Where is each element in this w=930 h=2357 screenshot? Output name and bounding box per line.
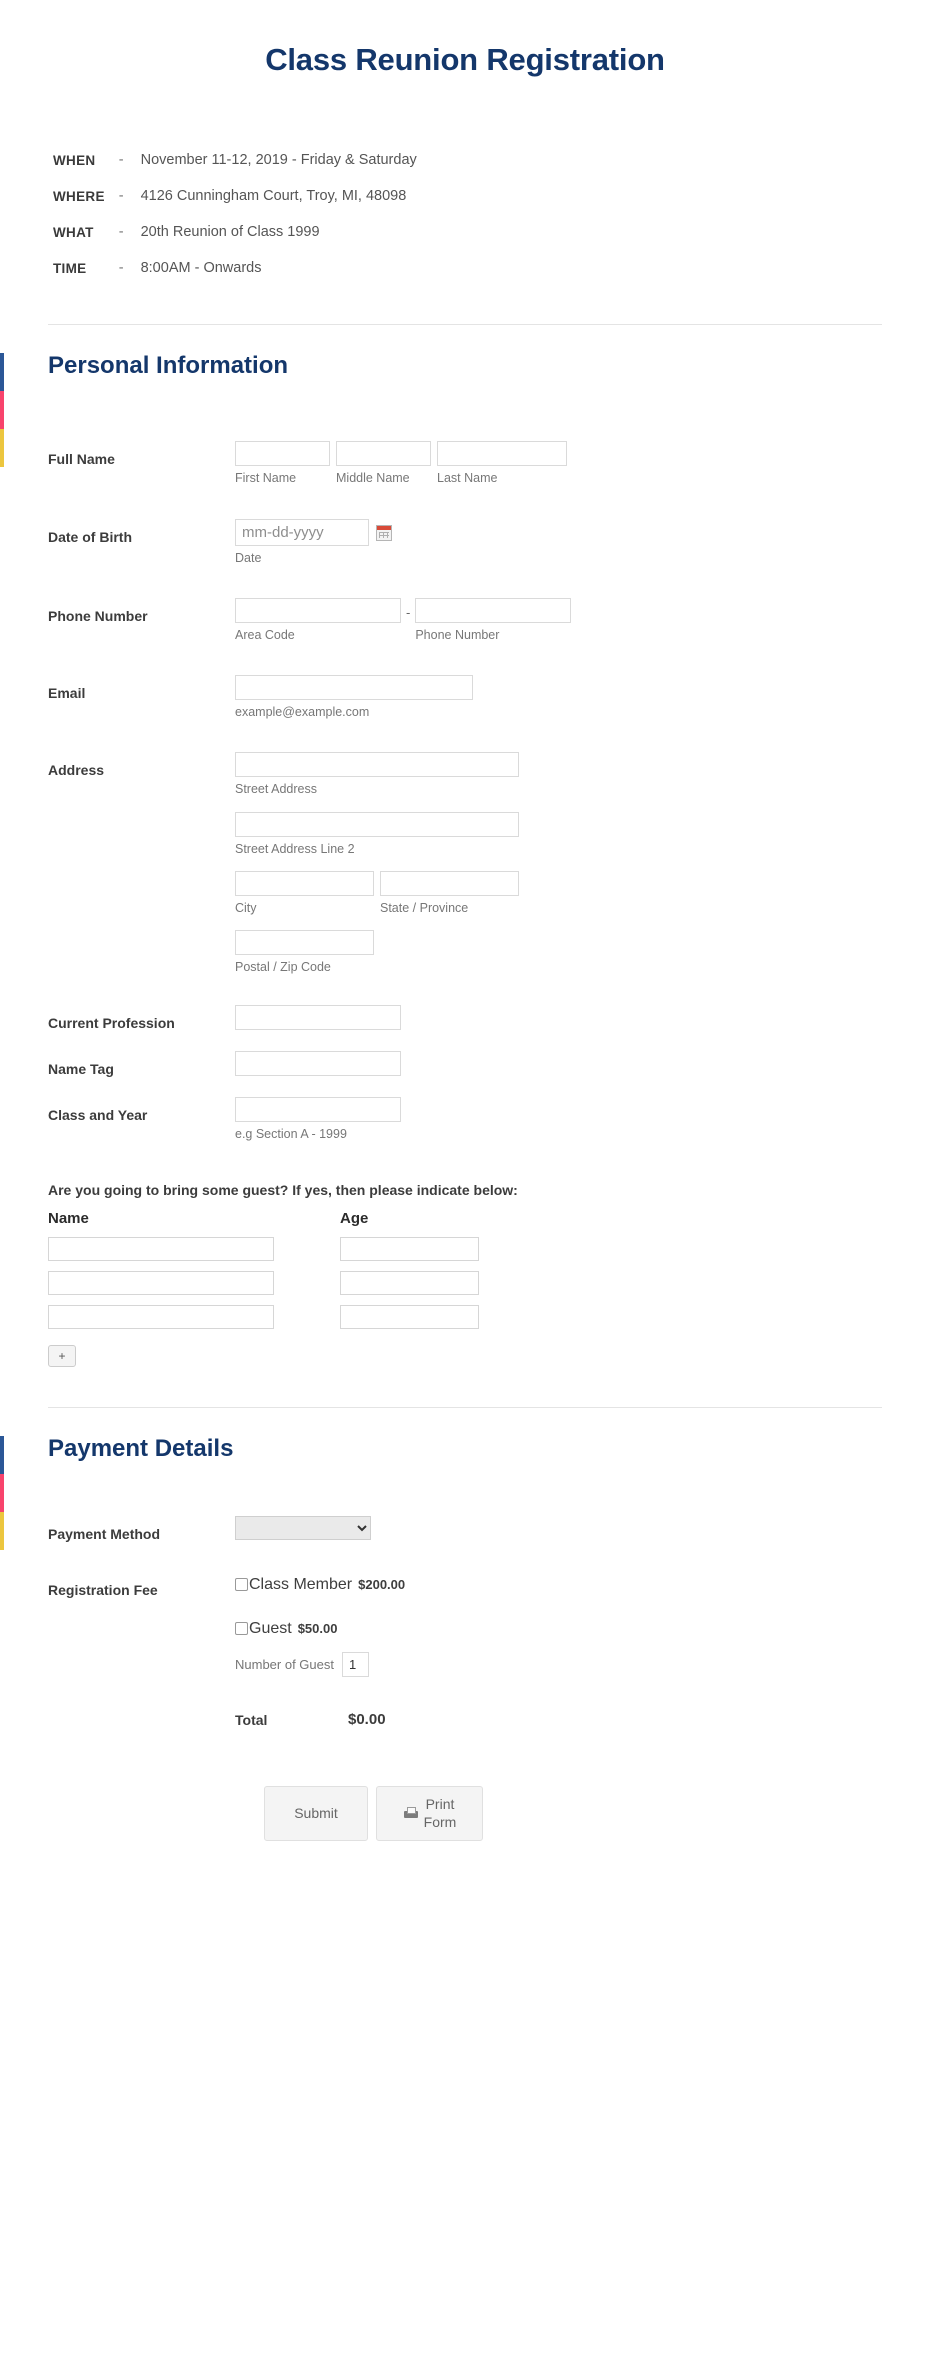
accent-bar-yellow — [0, 1512, 4, 1550]
total-row — [235, 1711, 882, 1728]
last-name-input[interactable] — [437, 441, 567, 466]
address-city-state-row — [235, 871, 882, 916]
guest-table-row — [48, 1271, 882, 1295]
guest-checkbox[interactable] — [235, 1622, 248, 1635]
section-accent-bars-payment — [0, 1436, 4, 1550]
field-row-date-of-birth — [48, 519, 882, 566]
sub-label-date: Date — [235, 550, 262, 565]
guest-name-cell — [48, 1271, 340, 1295]
current-profession-input[interactable] — [235, 1005, 401, 1030]
middle-name-input[interactable] — [336, 441, 431, 466]
event-info-row-time — [52, 250, 418, 286]
section-header-personal — [0, 351, 930, 381]
print-form-button[interactable] — [376, 1786, 483, 1841]
guest-age-cell — [340, 1271, 520, 1295]
guest-age-input[interactable] — [340, 1237, 479, 1261]
address-state-group — [380, 871, 519, 916]
fee-price-guest: $50.00 — [297, 1621, 338, 1637]
field-row-name-tag — [48, 1051, 882, 1079]
control-payment-method — [235, 1516, 882, 1540]
control-date-of-birth — [235, 519, 882, 566]
label-payment-method: Payment Method — [48, 1526, 161, 1543]
calendar-icon[interactable] — [376, 525, 392, 541]
address-street-group — [235, 752, 882, 797]
sub-label-first-name: First Name — [235, 471, 297, 486]
section-title-personal: Personal Information — [48, 352, 289, 380]
full-name-middle-group — [336, 441, 431, 486]
field-row-registration-fee — [48, 1572, 882, 1728]
full-name-first-group — [235, 441, 330, 486]
section-title-payment: Payment Details — [48, 1435, 234, 1463]
printer-icon — [403, 1807, 419, 1821]
event-info-label-what: WHAT — [53, 224, 94, 240]
payment-fields — [0, 1516, 930, 1841]
guest-table — [0, 1210, 930, 1329]
class-member-checkbox[interactable] — [235, 1578, 248, 1591]
control-class-and-year — [235, 1097, 882, 1142]
field-row-class-and-year — [48, 1097, 882, 1142]
label-number-of-guest: Number of Guest — [235, 1657, 334, 1673]
guest-column-header-age: Age — [340, 1210, 369, 1228]
event-info-value-where: 4126 Cunningham Court, Troy, MI, 48098 — [140, 188, 407, 205]
fee-item-guest — [235, 1620, 882, 1638]
guest-age-cell — [340, 1305, 520, 1329]
label-date-of-birth: Date of Birth — [48, 528, 132, 545]
class-and-year-input[interactable] — [235, 1097, 401, 1122]
personal-fields — [0, 441, 930, 1142]
city-input[interactable] — [235, 871, 374, 896]
sub-label-phone-number: Phone Number — [415, 627, 500, 642]
event-info-value-time: 8:00AM - Onwards — [140, 260, 262, 277]
phone-separator: - — [406, 604, 411, 620]
phone-number-group — [415, 598, 571, 643]
address-postal-group — [235, 930, 882, 975]
control-name-tag — [235, 1051, 882, 1076]
street-address-input[interactable] — [235, 752, 519, 777]
event-info-block — [52, 142, 418, 286]
page-title: Class Reunion Registration — [265, 42, 665, 77]
phone-area-group — [235, 598, 401, 643]
sub-label-city: City — [235, 900, 257, 915]
date-of-birth-input[interactable] — [235, 519, 369, 546]
event-info-row-what — [52, 214, 418, 250]
sub-label-street-address: Street Address — [235, 782, 317, 797]
guest-column-header-name: Name — [48, 1210, 89, 1228]
accent-bar-pink — [0, 391, 4, 429]
accent-bar-pink — [0, 1474, 4, 1512]
control-phone-number — [235, 598, 882, 643]
control-current-profession — [235, 1005, 882, 1030]
event-info-value-what: 20th Reunion of Class 1999 — [140, 224, 320, 241]
event-info-dash-what: - — [118, 224, 124, 241]
guest-table-row — [48, 1237, 882, 1261]
section-accent-bars-personal — [0, 353, 4, 467]
field-row-payment-method — [48, 1516, 882, 1544]
print-form-label-line1: Print — [425, 1796, 455, 1813]
guest-count-row — [235, 1652, 882, 1677]
label-address: Address — [48, 762, 105, 779]
submit-button[interactable]: Submit — [264, 1786, 368, 1841]
label-phone-number: Phone Number — [48, 607, 148, 624]
street-address-line-2-input[interactable] — [235, 812, 519, 837]
sub-label-street-address-line-2: Street Address Line 2 — [235, 841, 355, 856]
print-form-label — [424, 1796, 457, 1831]
name-tag-input[interactable] — [235, 1051, 401, 1076]
sub-label-class-and-year: e.g Section A - 1999 — [235, 1127, 347, 1142]
label-total: Total — [235, 1711, 268, 1728]
guest-section-intro: Are you going to bring some guest? If yes, then please indicate below: — [48, 1182, 518, 1199]
sub-label-postal-zip-code: Postal / Zip Code — [235, 960, 331, 975]
guest-name-input[interactable] — [48, 1305, 274, 1329]
guest-table-header — [48, 1210, 882, 1227]
field-row-current-profession — [48, 1005, 882, 1033]
area-code-input[interactable] — [235, 598, 401, 623]
sub-label-state-province: State / Province — [380, 900, 469, 915]
accent-bar-blue — [0, 1436, 4, 1474]
phone-number-input[interactable] — [415, 598, 571, 623]
add-guest-row-button[interactable]: + — [48, 1345, 76, 1367]
print-form-label-line2: Form — [423, 1813, 457, 1830]
sub-label-area-code: Area Code — [235, 627, 295, 642]
address-street2-group — [235, 812, 882, 857]
event-info-label-when: WHEN — [53, 152, 96, 168]
event-info-dash-when: - — [118, 152, 124, 169]
event-info-row-when — [52, 142, 418, 178]
control-address — [235, 752, 882, 975]
accent-bar-yellow — [0, 429, 4, 467]
fee-label-guest: Guest — [249, 1620, 292, 1638]
form-actions — [48, 1786, 882, 1841]
guest-name-cell — [48, 1305, 340, 1329]
fee-label-class-member: Class Member — [249, 1576, 353, 1594]
field-row-email — [48, 675, 882, 720]
control-email — [235, 675, 882, 720]
field-row-address — [48, 752, 882, 975]
event-info-dash-time: - — [118, 260, 124, 277]
value-total: $0.00 — [348, 1711, 386, 1729]
section-divider-personal — [48, 324, 882, 325]
sub-label-last-name: Last Name — [437, 471, 498, 486]
section-divider-payment — [48, 1407, 882, 1408]
guest-table-row — [48, 1305, 882, 1329]
section-header-payment — [0, 1434, 930, 1464]
guest-name-cell — [48, 1237, 340, 1261]
label-class-and-year: Class and Year — [48, 1107, 148, 1124]
label-email: Email — [48, 685, 86, 702]
control-full-name — [235, 441, 882, 486]
first-name-input[interactable] — [235, 441, 330, 466]
guest-name-input[interactable] — [48, 1237, 274, 1261]
guest-age-input[interactable] — [340, 1305, 479, 1329]
guest-name-input[interactable] — [48, 1271, 274, 1295]
label-current-profession: Current Profession — [48, 1015, 175, 1032]
number-of-guest-input[interactable] — [342, 1652, 369, 1677]
payment-method-select[interactable] — [235, 1516, 371, 1540]
state-province-input[interactable] — [380, 871, 519, 896]
label-registration-fee: Registration Fee — [48, 1582, 158, 1599]
event-info-label-where: WHERE — [53, 188, 105, 204]
field-row-full-name — [48, 441, 882, 486]
event-info-value-when: November 11-12, 2019 - Friday & Saturday — [140, 152, 417, 169]
email-input[interactable] — [235, 675, 473, 700]
label-full-name: Full Name — [48, 451, 115, 468]
address-city-group — [235, 871, 374, 916]
sub-label-middle-name: Middle Name — [336, 471, 410, 486]
fee-item-class-member — [235, 1576, 882, 1594]
accent-bar-blue — [0, 353, 4, 391]
field-row-phone-number — [48, 598, 882, 643]
label-name-tag: Name Tag — [48, 1061, 114, 1078]
postal-zip-code-input[interactable] — [235, 930, 374, 955]
control-registration-fee — [235, 1572, 882, 1728]
guest-age-input[interactable] — [340, 1271, 479, 1295]
full-name-last-group — [437, 441, 567, 486]
event-info-dash-where: - — [118, 188, 124, 205]
fee-price-class-member: $200.00 — [358, 1577, 406, 1593]
guest-age-cell — [340, 1237, 520, 1261]
event-info-label-time: TIME — [53, 260, 87, 276]
event-info-row-where — [52, 178, 418, 214]
sub-label-email: example@example.com — [235, 705, 370, 720]
